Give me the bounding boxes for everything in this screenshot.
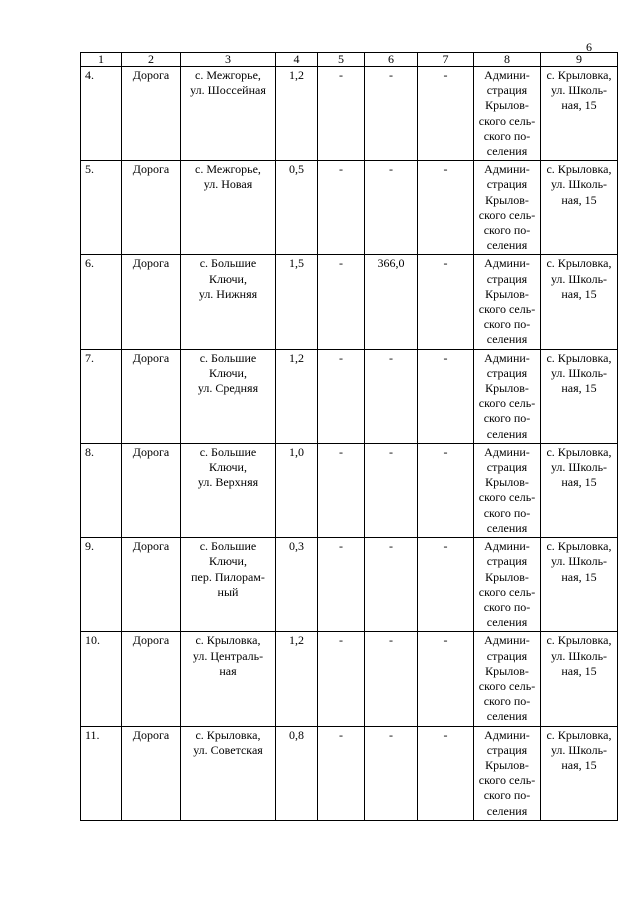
owner-address-cell: с. Крыловка, ул. Школь- ная, 15 <box>541 726 618 820</box>
address-cell: с. Межгорье, ул. Новая <box>181 161 276 255</box>
column-header: 8 <box>474 53 541 67</box>
object-type-cell: Дорога <box>122 632 181 726</box>
owner-address-cell: с. Крыловка, ул. Школь- ная, 15 <box>541 255 618 349</box>
owner-cell: Админи- страция Крылов- ского сель- ского по- селения <box>474 161 541 255</box>
address-cell: с. Большие Ключи, ул. Верхняя <box>181 443 276 537</box>
col7-cell: - <box>418 161 474 255</box>
object-type-cell: Дорога <box>122 161 181 255</box>
col6-cell: - <box>365 67 418 161</box>
column-header: 3 <box>181 53 276 67</box>
col6-cell: - <box>365 349 418 443</box>
column-header: 7 <box>418 53 474 67</box>
object-type-cell: Дорога <box>122 349 181 443</box>
column-header: 9 <box>541 53 618 67</box>
owner-cell: Админи- страция Крылов- ского сель- ского по- селения <box>474 632 541 726</box>
address-cell: с. Большие Ключи, ул. Средняя <box>181 349 276 443</box>
column-header: 4 <box>276 53 318 67</box>
length-cell: 1,2 <box>276 349 318 443</box>
col5-cell: - <box>318 726 365 820</box>
length-cell: 1,2 <box>276 632 318 726</box>
col5-cell: - <box>318 443 365 537</box>
owner-cell: Админи- страция Крылов- ского сель- ского по- селения <box>474 443 541 537</box>
col5-cell: - <box>318 538 365 632</box>
row-number-cell: 6. <box>81 255 122 349</box>
column-header: 6 <box>365 53 418 67</box>
col6-cell: - <box>365 632 418 726</box>
col6-cell: 366,0 <box>365 255 418 349</box>
col6-cell: - <box>365 726 418 820</box>
col5-cell: - <box>318 255 365 349</box>
owner-cell: Админи- страция Крылов- ского сель- ского по- селения <box>474 255 541 349</box>
owner-address-cell: с. Крыловка, ул. Школь- ная, 15 <box>541 349 618 443</box>
owner-address-cell: с. Крыловка, ул. Школь- ная, 15 <box>541 67 618 161</box>
table-row <box>81 67 618 161</box>
table-row <box>81 255 618 349</box>
object-type-cell: Дорога <box>122 538 181 632</box>
length-cell: 1,0 <box>276 443 318 537</box>
object-type-cell: Дорога <box>122 255 181 349</box>
table-row <box>81 443 618 537</box>
length-cell: 0,5 <box>276 161 318 255</box>
address-cell: с. Большие Ключи, ул. Нижняя <box>181 255 276 349</box>
col7-cell: - <box>418 349 474 443</box>
col6-cell: - <box>365 161 418 255</box>
column-header: 1 <box>81 53 122 67</box>
page-number: 6 <box>586 40 592 54</box>
address-cell: с. Большие Ключи, пер. Пилорам- ный <box>181 538 276 632</box>
object-type-cell: Дорога <box>122 726 181 820</box>
table-row <box>81 726 618 820</box>
row-number-cell: 10. <box>81 632 122 726</box>
col7-cell: - <box>418 443 474 537</box>
col6-cell: - <box>365 443 418 537</box>
object-type-cell: Дорога <box>122 443 181 537</box>
row-number-cell: 11. <box>81 726 122 820</box>
column-header: 2 <box>122 53 181 67</box>
table-row <box>81 632 618 726</box>
header-row <box>81 53 618 67</box>
owner-address-cell: с. Крыловка, ул. Школь- ная, 15 <box>541 161 618 255</box>
col6-cell: - <box>365 538 418 632</box>
col5-cell: - <box>318 161 365 255</box>
col5-cell: - <box>318 632 365 726</box>
column-header: 5 <box>318 53 365 67</box>
col5-cell: - <box>318 349 365 443</box>
table-row <box>81 349 618 443</box>
owner-address-cell: с. Крыловка, ул. Школь- ная, 15 <box>541 632 618 726</box>
row-number-cell: 4. <box>81 67 122 161</box>
owner-cell: Админи- страция Крылов- ского сель- ского по- селения <box>474 726 541 820</box>
col5-cell: - <box>318 67 365 161</box>
row-number-cell: 9. <box>81 538 122 632</box>
register-table <box>80 52 618 821</box>
length-cell: 1,5 <box>276 255 318 349</box>
col7-cell: - <box>418 67 474 161</box>
length-cell: 0,8 <box>276 726 318 820</box>
address-cell: с. Крыловка, ул. Централь- ная <box>181 632 276 726</box>
col7-cell: - <box>418 726 474 820</box>
row-number-cell: 7. <box>81 349 122 443</box>
col7-cell: - <box>418 538 474 632</box>
owner-address-cell: с. Крыловка, ул. Школь- ная, 15 <box>541 538 618 632</box>
col7-cell: - <box>418 632 474 726</box>
length-cell: 0,3 <box>276 538 318 632</box>
table-row <box>81 161 618 255</box>
address-cell: с. Межгорье, ул. Шоссейная <box>181 67 276 161</box>
table-row <box>81 538 618 632</box>
object-type-cell: Дорога <box>122 67 181 161</box>
address-cell: с. Крыловка, ул. Советская <box>181 726 276 820</box>
row-number-cell: 5. <box>81 161 122 255</box>
owner-cell: Админи- страция Крылов- ского сель- ского по- селения <box>474 538 541 632</box>
row-number-cell: 8. <box>81 443 122 537</box>
owner-address-cell: с. Крыловка, ул. Школь- ная, 15 <box>541 443 618 537</box>
owner-cell: Админи- страция Крылов- ского сель- ского по- селения <box>474 67 541 161</box>
length-cell: 1,2 <box>276 67 318 161</box>
col7-cell: - <box>418 255 474 349</box>
owner-cell: Админи- страция Крылов- ского сель- ского по- селения <box>474 349 541 443</box>
